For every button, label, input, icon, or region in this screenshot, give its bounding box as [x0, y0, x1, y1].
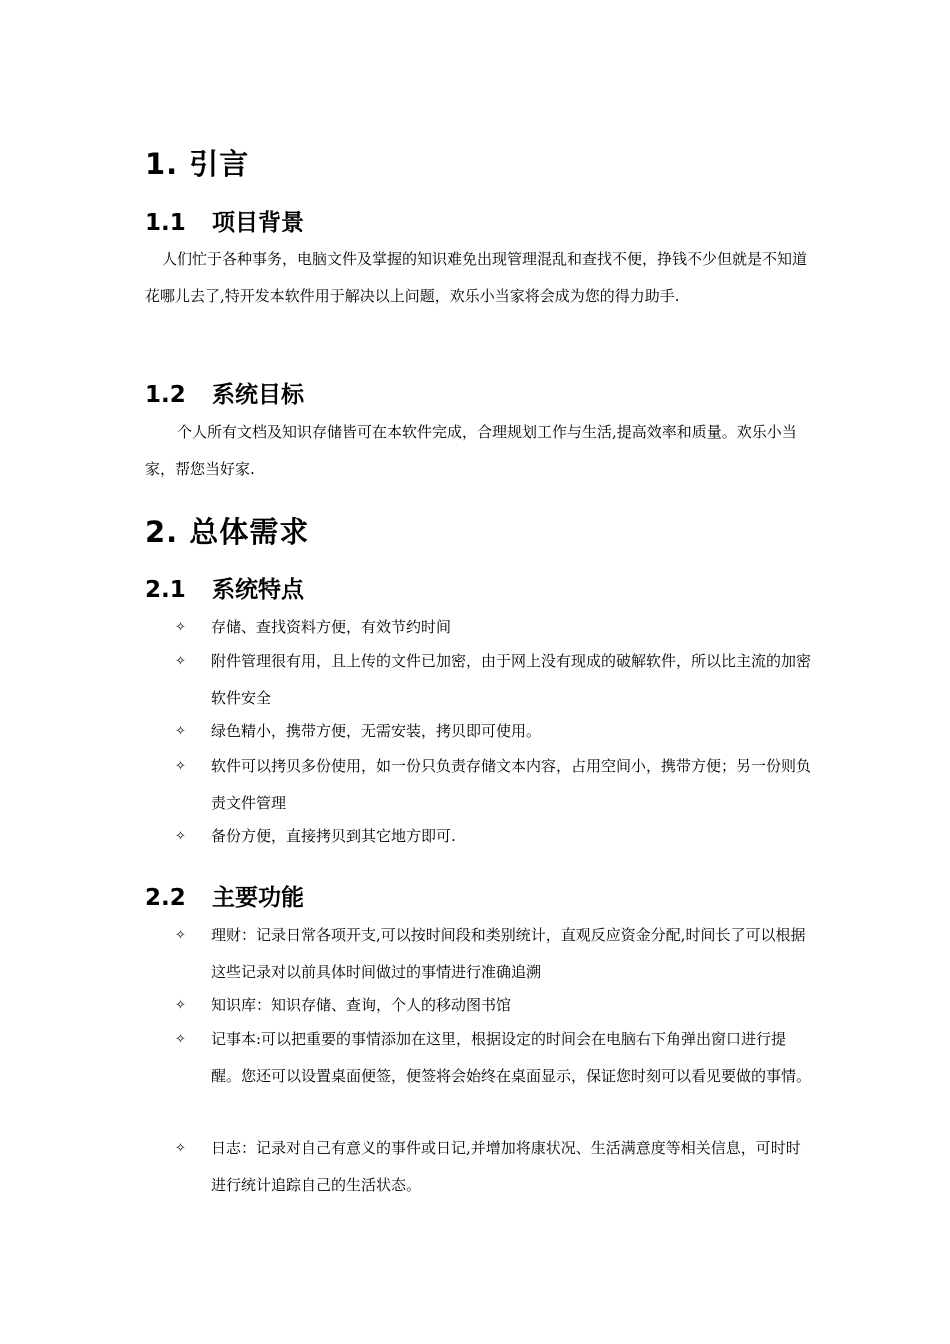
- diamond-bullet-icon: ✧: [175, 759, 186, 774]
- diamond-bullet-icon: ✧: [175, 1141, 186, 1156]
- list-item-text: 绿色精小，携带方便，无需安装，拷贝即可使用。: [211, 722, 542, 740]
- list-item: [175, 987, 815, 1024]
- section-1-heading: 1. 引言: [145, 147, 250, 181]
- list-item: [175, 917, 815, 991]
- diamond-bullet-icon: ✧: [175, 620, 186, 635]
- section-title: 系统目标: [212, 382, 304, 408]
- section-number: 1.2: [145, 382, 186, 408]
- diamond-bullet-icon: ✧: [175, 829, 186, 844]
- section-number: 2.2: [145, 885, 186, 911]
- section-title: 项目背景: [212, 210, 304, 236]
- list-item-text: 理财：记录日常各项开支,可以按时间段和类别统计，直观反应资金分配,时间长了可以根据这些记录对以前具体时间做过的事情进行准确追溯: [211, 926, 806, 981]
- list-item-text: 记事本:可以把重要的事情添加在这里，根据设定的时间会在电脑右下角弹出窗口进行提醒。您还可以设置桌面便签，便签将会始终在桌面显示，保证您时刻可以看见要做的事情。: [211, 1030, 812, 1085]
- section-1-1-heading: [145, 204, 304, 237]
- section-number: 1.1: [145, 210, 186, 236]
- list-item-text: 备份方便，直接拷贝到其它地方即可.: [211, 827, 456, 845]
- list-item-text: 软件可以拷贝多份使用，如一份只负责存储文本内容，占用空间小，携带方便；另一份则负责文件管理: [211, 757, 812, 812]
- section-number: 2.1: [145, 577, 186, 603]
- project-background-paragraph: 人们忙于各种事务，电脑文件及掌握的知识难免出现管理混乱和查找不便，挣钱不少但就是不知道花哪儿去了,特开发本软件用于解决以上问题，欢乐小当家将会成为您的得力助手.: [145, 250, 808, 305]
- diamond-bullet-icon: ✧: [175, 724, 186, 739]
- list-item: [175, 1130, 815, 1204]
- diamond-bullet-icon: ✧: [175, 928, 186, 943]
- list-item: [175, 748, 815, 822]
- section-1-2-heading: [145, 376, 304, 409]
- list-item-text: 日志：记录对自己有意义的事件或日记,并增加将康状况、生活满意度等相关信息，可时时进行统计追踪自己的生活状态。: [211, 1139, 801, 1194]
- list-item: [175, 609, 815, 646]
- list-item: [175, 1021, 815, 1095]
- diamond-bullet-icon: ✧: [175, 654, 186, 669]
- section-title: 主要功能: [212, 885, 304, 911]
- section-2-heading: 2. 总体需求: [145, 515, 310, 549]
- list-item-text: 附件管理很有用，且上传的文件已加密，由于网上没有现成的破解软件，所以比主流的加密软件安全: [211, 652, 812, 707]
- list-item-text: 存储、查找资料方便，有效节约时间: [211, 618, 452, 636]
- list-item: [175, 643, 815, 717]
- list-item: [175, 818, 815, 855]
- section-2-2-heading: [145, 879, 304, 912]
- diamond-bullet-icon: ✧: [175, 998, 186, 1013]
- section-2-1-heading: [145, 571, 304, 604]
- list-item: [175, 713, 815, 750]
- list-item-text: 知识库：知识存储、查询，个人的移动图书馆: [211, 996, 512, 1014]
- diamond-bullet-icon: ✧: [175, 1032, 186, 1047]
- system-goal-paragraph: 个人所有文档及知识存储皆可在本软件完成，合理规划工作与生活,提高效率和质量。欢乐小当家，帮您当好家.: [145, 423, 797, 478]
- section-title: 系统特点: [212, 577, 304, 603]
